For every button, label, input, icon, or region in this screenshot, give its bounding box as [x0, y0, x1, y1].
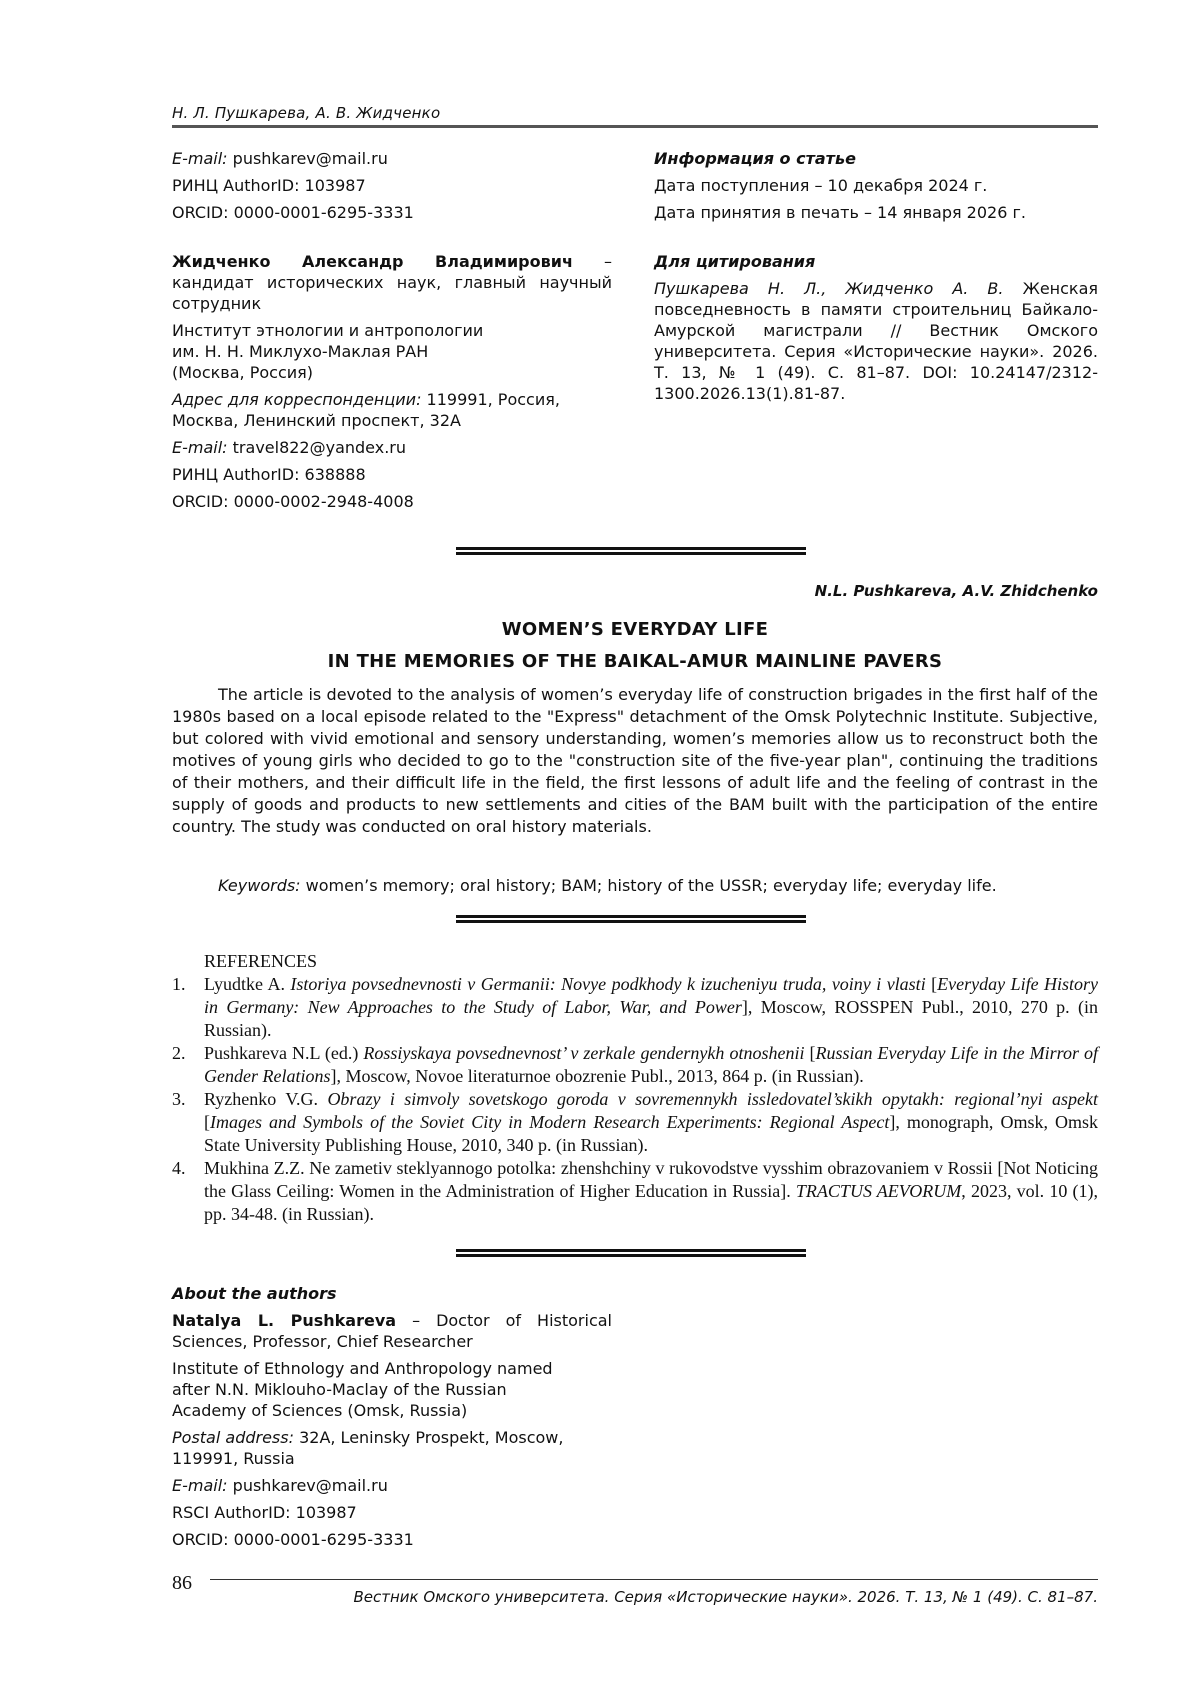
received-date: Дата поступления – 10 декабря 2024 г. — [654, 176, 988, 195]
reference-part: [ — [925, 974, 938, 994]
author1-orcid: ORCID: 0000-0001-6295-3331 — [172, 203, 414, 222]
english-authors: N.L. Pushkareva, A.V. Zhidchenko — [814, 582, 1098, 600]
reference-part: [ — [204, 1112, 210, 1132]
header-rule — [172, 125, 1098, 128]
authors-ru-block — [172, 148, 612, 518]
reference-text — [204, 1157, 1098, 1226]
keywords: women’s memory; oral history; BAM; history of the USSR; everyday life; everyday life. — [305, 876, 997, 895]
citation-authors: Пушкарева Н. Л., Жидченко А. В. — [654, 279, 1004, 298]
reference-translation: Everyday Life History in Germany: New Approaches to the Study of Labor, War, and Power — [204, 974, 1099, 1017]
keywords-label: Keywords: — [218, 876, 301, 895]
title-line-1: WOMEN’S EVERYDAY LIFE — [501, 619, 769, 640]
about-email-line — [172, 1475, 612, 1496]
section-divider — [456, 915, 806, 923]
author2-name-line — [172, 251, 612, 314]
reference-number: 1. — [172, 974, 186, 994]
about-authors — [172, 1283, 612, 1556]
article-info-block — [654, 148, 1098, 404]
citation-text-block — [654, 278, 1098, 404]
about-affiliation-2: after N.N. Miklouho-Maclay of the Russian — [172, 1380, 507, 1399]
about-orcid: ORCID: 0000-0001-6295-3331 — [172, 1530, 414, 1549]
reference-part: ], Moscow, ROSSPEN Publ., 2010, 270 p. (in Russian). — [204, 997, 1098, 1040]
reference-item — [172, 973, 1098, 1042]
reference-title: Istoriya povsednevnosti v Germanii: Novye podkhody k izucheniyu truda, voiny i vlasti — [290, 974, 926, 994]
about-email: pushkarev@mail.ru — [232, 1476, 388, 1495]
section-divider — [456, 1249, 806, 1257]
reference-title: TRACTUS AEVORUM — [795, 1181, 962, 1201]
about-name-line — [172, 1310, 612, 1352]
article-info-heading: Информация о статье — [654, 149, 856, 168]
about-name: Natalya L. Pushkareva — [172, 1311, 397, 1330]
reference-text — [204, 1088, 1098, 1157]
reference-translation: Russian Everyday Life in the Mirror of Gender Relations — [204, 1043, 1098, 1086]
about-heading: About the authors — [172, 1284, 337, 1303]
running-head: Н. Л. Пушкарева, А. В. Жидченко — [172, 104, 441, 122]
keywords-line — [218, 875, 1098, 897]
author2-rinc: РИНЦ AuthorID: 638888 — [172, 465, 366, 484]
references-list — [172, 973, 1098, 1226]
accepted-date: Дата принятия в печать – 14 января 2026 г. — [654, 203, 1026, 222]
about-affiliation-1: Institute of Ethnology and Anthropology named — [172, 1359, 553, 1378]
author2-affiliation-2: им. Н. Н. Миклухо-Маклая РАН — [172, 342, 429, 361]
address-label: Адрес для корреспонденции: — [172, 390, 422, 409]
author2-affiliation-1: Институт этнологии и антропологии — [172, 321, 484, 340]
email-label: E-mail: — [172, 438, 228, 457]
reference-title: Rossiyskaya povsednevnost’ v zerkale gendernykh otnoshenii — [363, 1043, 805, 1063]
footer-rule — [210, 1579, 1098, 1580]
reference-text — [204, 1042, 1098, 1088]
email-label: E-mail: — [172, 1476, 228, 1495]
references-heading: REFERENCES — [204, 951, 318, 971]
reference-part: Mukhina Z.Z. Ne zametiv steklyannogo potolka: zhenshchiny v rukovodstve vysshim obrazovaniem v Rossii [Not Noticing the Glass Ceiling: Women in the Administration of Higher Education in Russia]. — [204, 1158, 1098, 1201]
about-address-line — [172, 1427, 612, 1469]
title-line-2: IN THE MEMORIES OF THE BAIKAL-AMUR MAINLINE PAVERS — [327, 651, 943, 672]
reference-part: ], monograph, Omsk, Omsk State University Publishing House, 2010, 340 p. (in Russian). — [204, 1112, 1098, 1155]
author1-rinc: РИНЦ AuthorID: 103987 — [172, 176, 366, 195]
reference-part: Ryzhenko V.G. — [204, 1089, 328, 1109]
about-position: – Doctor of Historical Sciences, Professor, Chief Researcher — [172, 1311, 612, 1351]
author2-address-line — [172, 389, 612, 431]
author2-position: – кандидат исторических наук, главный научный сотрудник — [172, 252, 612, 313]
about-affiliation-3: Academy of Sciences (Omsk, Russia) — [172, 1401, 468, 1420]
citation-text: Женская повседневность в памяти строительниц Байкало-Амурской магистрали // Вестник Омского университета. Серия «Исторические науки». 2026. Т. 13, № 1 (49). С. 81–87. DOI: 10.24147/2312-1300.2026.13(1).81-87. — [654, 279, 1099, 403]
about-rsci: RSCI AuthorID: 103987 — [172, 1503, 357, 1522]
citation-heading: Для цитирования — [654, 252, 816, 271]
author2-email-line — [172, 437, 612, 458]
reference-part: [ — [804, 1043, 816, 1063]
author1-email-line — [172, 148, 612, 169]
reference-part: Lyudtke A. — [204, 974, 291, 994]
reference-item — [172, 1042, 1098, 1088]
author2-name: Жидченко Александр Владимирович — [172, 252, 573, 271]
section-divider — [456, 547, 806, 555]
email-label: E-mail: — [172, 149, 228, 168]
reference-number: 2. — [172, 1043, 186, 1063]
references — [172, 950, 1098, 1226]
journal-footer: Вестник Омского университета. Серия «Исторические науки». 2026. Т. 13, № 1 (49). С. 81–87. — [353, 1588, 1098, 1606]
reference-title: Obrazy i simvoly sovetskogo goroda v sovremennykh issledovatel’skikh opytakh: regional’nyi aspekt — [327, 1089, 1098, 1109]
reference-part: Pushkareva N.L (ed.) — [204, 1043, 364, 1063]
author2-address: 119991, Россия, Москва, Ленинский проспект, 32А — [172, 390, 560, 430]
author1-email: pushkarev@mail.ru — [232, 149, 388, 168]
reference-part: , 2023, vol. 10 (1), pp. 34-48. (in Russian). — [204, 1181, 1098, 1224]
author2-orcid: ORCID: 0000-0002-2948-4008 — [172, 492, 414, 511]
abstract: The article is devoted to the analysis of women’s everyday life of construction brigades in the first half of the 1980s based on a local episode related to the "Express" detachment of the Omsk Polytechnic Institute. Subjective, but colored with vivid emotional and sensory understanding, women’s memories allow us to reconstruct both the motives of young girls who decided to go to the "construction site of the five-year plan", continuing the traditions of their mothers, and their difficult life in the field, the first lessons of adult life and the feeling of contrast in the supply of goods and products to new settlements and cities of the BAM built with the participation of the entire country. The study was conducted on oral history materials. — [172, 685, 1098, 836]
reference-number: 4. — [172, 1158, 186, 1178]
reference-translation: Images and Symbols of the Soviet City in Modern Research Experiments: Regional Aspect — [210, 1112, 890, 1132]
about-address: 32A, Leninsky Prospekt, Moscow, 119991, Russia — [172, 1428, 564, 1468]
author2-affiliation-3: (Москва, Россия) — [172, 363, 313, 382]
reference-item — [172, 1157, 1098, 1226]
reference-part: ], Moscow, Novoe literaturnoe obozrenie Publ., 2013, 864 p. (in Russian). — [330, 1066, 864, 1086]
reference-number: 3. — [172, 1089, 186, 1109]
english-title — [172, 614, 1098, 678]
author2-email: travel822@yandex.ru — [232, 438, 407, 457]
reference-item — [172, 1088, 1098, 1157]
page-number: 86 — [172, 1572, 192, 1594]
address-label: Postal address: — [172, 1428, 294, 1447]
reference-text — [204, 973, 1098, 1042]
